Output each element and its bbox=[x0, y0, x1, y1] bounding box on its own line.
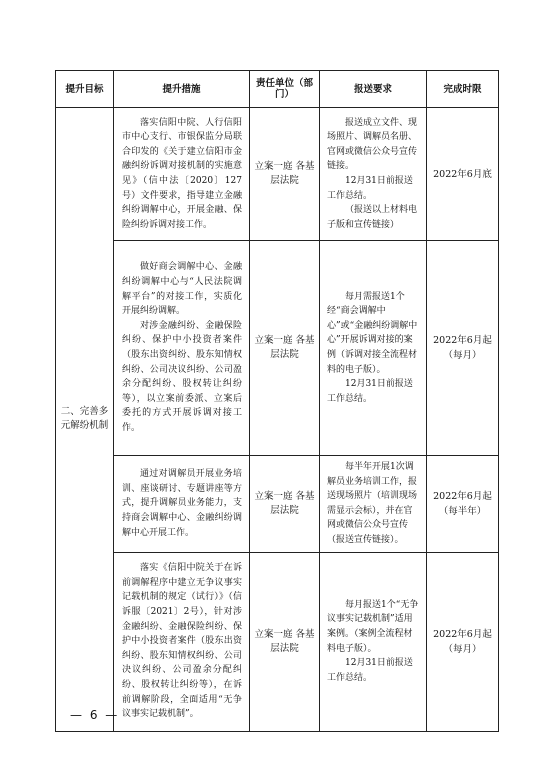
requirement-cell bbox=[320, 552, 427, 731]
header-deadline: 完成时限 bbox=[427, 71, 499, 108]
deadline-cell bbox=[427, 108, 499, 241]
unit-cell: 立案一庭 各基层法院 bbox=[250, 108, 320, 241]
header-measure: 提升措施 bbox=[114, 71, 250, 108]
measure-paragraph: 落实《信阳中院关于在诉前调解程序中建立无争议事实记载机制的规定（试行）》（信诉服〔2021〕2号），针对涉金融纠纷、金融保险纠纷、保护中小投资者案件（股东出资纠纷、股东知情权纠纷、公司决议纠纷、公司盈余分配纠纷、股权转让纠纷等），在诉前调解阶段，全面适用“无争议事实记载机制”。 bbox=[122, 563, 242, 720]
deadline-frequency: （每半年） bbox=[438, 505, 487, 517]
deadline-frequency: （每月） bbox=[443, 350, 482, 361]
page-number: — 6 — bbox=[70, 708, 120, 722]
requirement-paragraph: 12月31日前报送工作总结。 bbox=[327, 658, 413, 683]
requirement-paragraph: 12月31日前报送工作总结。 bbox=[327, 379, 413, 404]
header-goal: 提升目标 bbox=[56, 71, 114, 108]
requirement-paragraph: 每半年开展1次调解员业务培训工作，报送现场照片（培训现场需显示会标），并在官网或微信公众号宣传（报送宣传链接）。 bbox=[327, 462, 418, 545]
table-header-row bbox=[56, 71, 499, 108]
requirement-paragraph: 每月需报送1个经“商会调解中心”或“金融纠纷调解中心”开展诉调对接的案例（诉调对接全流程材料的电子版）。 bbox=[327, 291, 418, 375]
deadline-frequency: （每月） bbox=[443, 643, 482, 655]
requirement-cell bbox=[320, 241, 427, 456]
requirement-cell bbox=[320, 108, 427, 241]
table-row bbox=[56, 552, 499, 731]
goal-cell: 二、完善多元解纷机制 bbox=[56, 108, 114, 732]
measures-table bbox=[55, 70, 499, 732]
deadline-text: 2022年6月起 bbox=[433, 628, 492, 640]
table-row bbox=[56, 108, 499, 241]
measure-cell bbox=[114, 241, 250, 456]
measure-paragraph: 通过对调解员开展业务培训、座谈研讨、专题讲座等方式，提升调解员业务能力，支持商会调解中心、金融纠纷调解中心开展工作。 bbox=[122, 469, 242, 538]
deadline-text: 2022年6月起 bbox=[433, 490, 492, 502]
requirement-paragraph: 12月31日前报送工作总结。 bbox=[327, 176, 413, 201]
table-row bbox=[56, 456, 499, 553]
measure-cell bbox=[114, 456, 250, 553]
unit-cell: 立案一庭 各基层法院 bbox=[250, 456, 320, 553]
deadline-text: 2022年6月起 bbox=[433, 335, 492, 346]
measure-paragraph: 落实信阳中院、人行信阳市中心支行、市银保监分局联合印发的《关于建立信阳市金融纠纷诉调对接机制的实施意见》（信中法〔2020〕127号）文件要求，指导建立金融纠纷调解中心，开展金融、保险纠纷诉调对接工作。 bbox=[122, 117, 242, 230]
measure-paragraph: 对涉金融纠纷、金融保险纠纷、保护中小投资者案件（股东出资纠纷、股东知情权纠纷、公司决议纠纷、公司盈余分配纠纷、股权转让纠纷等），以立案前委派、立案后委托的方式开展诉调对接工作。 bbox=[122, 320, 242, 433]
table-row bbox=[56, 241, 499, 456]
unit-cell: 立案一庭 各基层法院 bbox=[250, 241, 320, 456]
deadline-text: 2022年6月底 bbox=[433, 168, 492, 180]
unit-cell: 立案一庭 各基层法院 bbox=[250, 552, 320, 731]
requirement-paragraph: 报送成立文件、现场照片、调解员名册、官网或微信公众号宣传链接。 bbox=[327, 117, 418, 172]
requirement-cell bbox=[320, 456, 427, 553]
measure-cell bbox=[114, 552, 250, 731]
requirement-paragraph: 每月报送1个“无争议事实记载机制”适用案例。（案例全流程材料电子版）。 bbox=[327, 599, 419, 654]
measure-paragraph: 做好商会调解中心、金融纠纷调解中心与“人民法院调解平台”的对接工作，实质化开展纠纷调解。 bbox=[122, 262, 242, 317]
measure-cell bbox=[114, 108, 250, 241]
deadline-cell bbox=[427, 241, 499, 456]
deadline-cell bbox=[427, 552, 499, 731]
header-unit: 责任单位（部门） bbox=[250, 71, 320, 108]
header-requirement: 报送要求 bbox=[320, 71, 427, 108]
requirement-paragraph: （报送以上材料电子版和宣传链接） bbox=[327, 205, 418, 230]
deadline-cell bbox=[427, 456, 499, 553]
